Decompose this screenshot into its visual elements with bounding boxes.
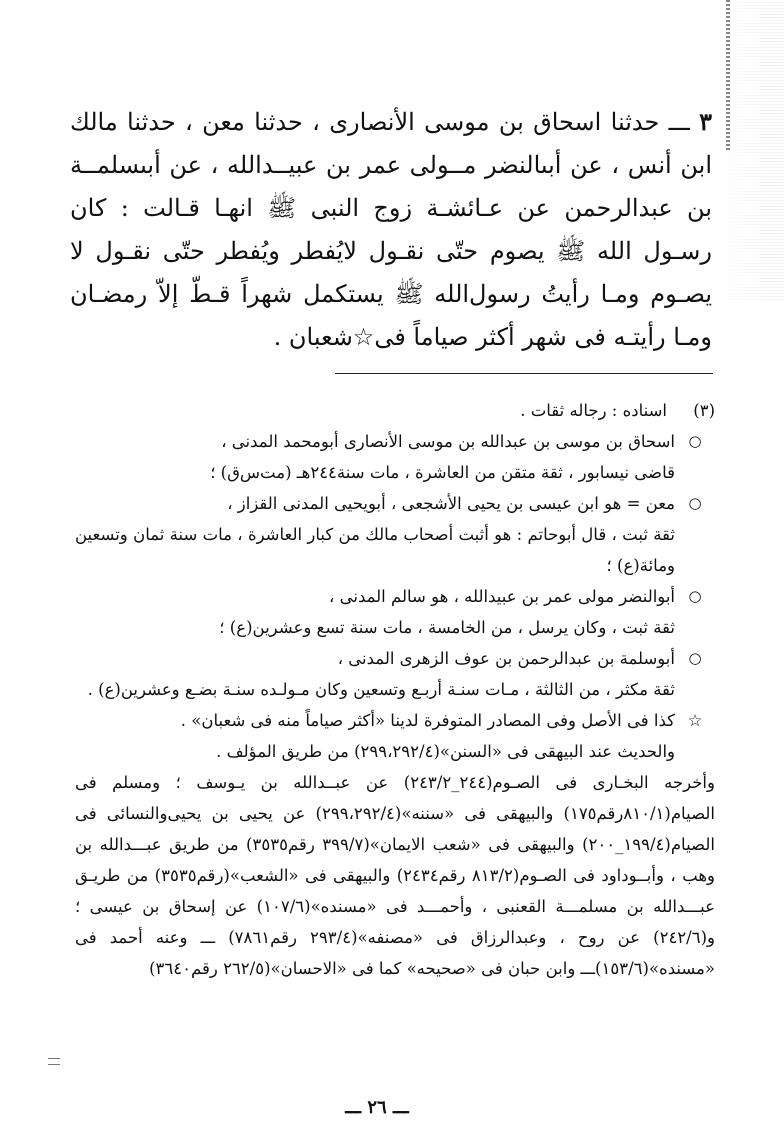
narrator-detail: ثقة ثبت ، وكان يرسل ، من الخامسة ، مات سنة تسع وعشرين(ع) ؛ [219, 618, 675, 637]
narrator-detail: ثقة مكثر ، من الثالثة ، مـات سنـة أربـع وتسعين وكان مـولـده سنـة بضـع وعشرين(ع) . [87, 680, 675, 699]
scan-edge-noise [714, 0, 784, 300]
narrator-entry-abusalama [75, 643, 715, 705]
margin-mark [48, 1058, 60, 1065]
bayhaqi-note: والحديث عند البيهقى فى «السنن»(٢٩٩،٢٩٢/٤) من طريق المؤلف . [216, 742, 675, 761]
takhrij-paragraph: وأخرجه البخـارى فى الصـوم(٢٤٤_٢٤٣/٢) عن عبــدالله بن يـوسف ؛ ومسلم فى الصيام(٨١٠/١رقم١٧٥) والبيهقى فى «سننه»(٢٩٩،٢٩٢/٤) عن يحيى بن يحيى‌والنسائى فى الصيام(١٩٩/٤_٢٠٠) والبيهقى فى «شعب الايمان»(٣٩٩/٧ رقم٣٥٣٥) من طريق عبـــدالله بن وهب ، وأبــوداود فى الصـوم(٨١٣/٢ رقم٢٤٣٤) والبيهقى فى «الشعب»(رقم٣٥٣٥) من طريـق عبـــدالله بن مسلمـــة القعنبى ، وأحمـــد فى «مسنده»(١٠٧/٦) عن إسحاق بن عيسى ؛ و(٢٤٢/٦) عن روح ، وعبدالرزاق فى «مصنفه»(٢٩٣/٤ رقم٧٨٦١) ـــ وعنه أحمد فى «مسنده»(١٥٣/٦)ـــ وابن حبان فى «صحيحه» كما فى «الاحسان»(٢٦٢/٥ رقم٣٦٤٠) [75, 773, 715, 978]
variant-note [75, 705, 715, 767]
footnote-number: (٣) [693, 401, 715, 420]
narrator-detail: قاضى نيسابور ، ثقة متقن من العاشرة ، مات سنة٢٤٤هـ (مت‌س‌ق) ؛ [210, 463, 675, 482]
narrator-detail: ثقة ثبت ، قال أبوحاتم : هو أثبت أصحاب مالك من كبار العاشرة ، مات سنة ثمان وتسعين ومائة(ع) ؛ [75, 525, 675, 575]
narrator-entry-maan [75, 488, 715, 581]
variant-note-text: كذا فى الأصل وفى المصادر المتوفرة لدينا «أكثر صياماً منه فى شعبان» . [180, 711, 675, 730]
narrator-name: معن = هو ابن عيسى بن يحيى الأشجعى ، أبويحيى المدنى القزاز ، [227, 494, 675, 513]
circle-bullet-icon: ○ [688, 649, 702, 667]
narrator-name: أبوسلمة بن عبدالرحمن بن عوف الزهرى المدنى ، [337, 649, 675, 668]
narrator-name: اسحاق بن موسى بن عبدالله بن موسى الأنصارى أبومحمد المدنى ، [221, 432, 675, 451]
hadith-number: ٣ [699, 107, 712, 136]
footnote-divider [335, 373, 713, 374]
star-icon: ☆ [687, 711, 703, 730]
narrator-entry-ishaq [75, 426, 715, 488]
circle-bullet-icon: ○ [688, 494, 702, 512]
footnote-header [75, 395, 715, 426]
page-number: ـــ ٢٦ ـــ [345, 1097, 409, 1118]
hadith-text [70, 100, 712, 359]
hadith-body: ـــ حدثنا اسحاق بن موسى الأنصارى ، حدثنا معن ، حدثنا مالك ابن أنس ، عن أبىالنضر مــولى عمر بن عبيــدالله ، عن أبىسلمــة بن عبدالرحمن عن عـائشـة زوج النبى ﷺ انهـا قـالت : كان رسـول الله ﷺ يصوم حتّى نقـول لايُفطر ويُفطر حتّى نقـول لا يصـوم ومـا رأيتُ رسول‌الله ﷺ يستكمل شهراً قـطّ إلاّ رمضـان ومـا رأيتـه فى شهر أكثر صياماً فى☆شعبان . [70, 108, 712, 351]
footnote-isnad-verdict: اسناده : رجاله ثقات . [520, 401, 667, 420]
narrator-entry-abunnadr [75, 581, 715, 643]
circle-bullet-icon: ○ [688, 587, 702, 605]
scan-edge-line [726, 0, 730, 150]
narrator-name: أبوالنضر مولى عمر بن عبيدالله ، هو سالم المدنى ، [329, 587, 675, 606]
circle-bullet-icon: ○ [688, 432, 702, 450]
footnotes [75, 395, 715, 984]
